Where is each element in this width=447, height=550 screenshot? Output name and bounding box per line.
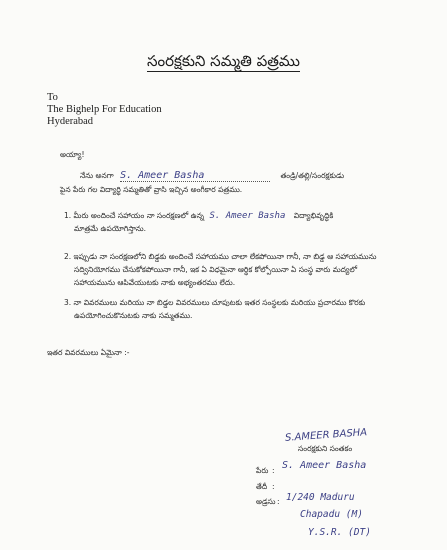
date-label: తేదీ xyxy=(256,482,268,491)
point-2-line-3: సహాయమును ఆపివేయుటకు నాకు అభ్యంతరము లేదు. xyxy=(74,278,236,287)
salutation: అయ్యా! xyxy=(60,150,85,159)
address-line-3: Y.S.R. (DT) xyxy=(308,527,371,538)
name-label: పేరు xyxy=(256,466,269,475)
address-line-1: 1/240 Maduru xyxy=(286,492,355,503)
signature-label: సంరక్షకుని సంతకం xyxy=(298,444,353,453)
intro-line-1: నేను అనగా S. Ameer Basha తండ్రి/తల్లి/సంరక్షకుడు xyxy=(80,170,345,181)
point-2-line-2: సద్వినియోగము చేసుకోకపోయినా గానీ, ఇక ఏ విధమైనా ఆర్థిక కోల్పోయినా ఏ సంస్థ వారు మద్యలో xyxy=(74,265,358,274)
point-3-line-1: 3. నా వివరములు మరియు నా బిడ్డల వివరములు చూపుటకు ఇతర సంస్థలకు మరియు ప్రచారము కొరకు xyxy=(64,298,366,307)
point-2-line-1: 2. ఇప్పుడు నా సంరక్షణలోని బిడ్డకు అందించే సహాయము చాలా లేకపోయినా గానీ, నా బిడ్డ ఆ సహాయమును xyxy=(64,252,377,261)
to-line: To xyxy=(47,92,58,103)
other-details-label: ఇతర వివరములు ఏమైనా :- xyxy=(47,348,130,357)
intro-line-2: పైన పేరు గల విద్యార్థి సమ్మతితో వ్రాసి ఇచ్చిన అంగీకార పత్రము. xyxy=(60,185,243,194)
student-name-handwritten: S. Ameer Basha xyxy=(120,170,205,181)
guardian-name-handwritten: S. Ameer Basha xyxy=(282,460,367,471)
point-1: 1. మీరు అందించే సహాయం నా సంరక్షణలో ఉన్న S. Ameer Basha విద్యాభివృద్ధికి xyxy=(64,211,334,221)
document-page: సంరక్షకుని సమ్మతి పత్రము To The Bighelp For Education Hyderabad అయ్యా! నేను అనగా S. Ameer Basha తండ్రి/తల్లి/సంరక్షకుడు పైన పేరు గల విద్యార్థి సమ్మతితో వ్రాసి ఇచ్చిన అంగీకార పత్రము. 1. మీరు అందించే సహాయం నా సంరక్షణలో ఉన్న S. Ameer Basha విద్యాభివృద్ధికి మాత్రమే ఉపయోగిస్తాను. 2. ఇప్పుడు నా సంరక్షణలోని బిడ్డకు అందించే సహాయము చాలా లేకపోయినా గానీ, నా బిడ్డ ఆ సహాయమును సద్వినియోగము చేసుకోకపోయినా గానీ, ఇక ఏ విధమైనా ఆర్థిక కోల్పోయినా ఏ సంస్థ వారు మద్యలో సహాయమును ఆపివేయుటకు నాకు అభ్యంతరము లేదు. 3. నా వివరములు మరియు నా బిడ్డల వివరములు చూపుటకు ఇతర సంస్థలకు మరియు ప్రచారము కొరకు ఉపయోగించుకొనుటకు నాకు సమ్మతము. ఇతర వివరములు ఏమైనా :- S.AMEER BASHA సంరక్షకుని సంతకం పేరు : S. Ameer Basha తేదీ : అడ్రసు : 1/240 Maduru Chapadu (M) Y.S.R. (DT) xyxy=(0,0,447,550)
guardian-signature: S.AMEER BASHA xyxy=(284,427,368,444)
page-title: సంరక్షకుని సమ్మతి పత్రము xyxy=(147,52,300,70)
address-label: అడ్రసు xyxy=(256,497,276,506)
recipient-name: The Bighelp For Education xyxy=(47,104,162,115)
point-1-line-2: మాత్రమే ఉపయోగిస్తాను. xyxy=(74,224,146,233)
point-3-line-2: ఉపయోగించుకొనుటకు నాకు సమ్మతము. xyxy=(74,311,193,320)
recipient-city: Hyderabad xyxy=(47,116,94,127)
address-line-2: Chapadu (M) xyxy=(300,509,363,520)
name-blank xyxy=(120,170,270,182)
point-1-handwritten-name: S. Ameer Basha xyxy=(209,211,286,221)
